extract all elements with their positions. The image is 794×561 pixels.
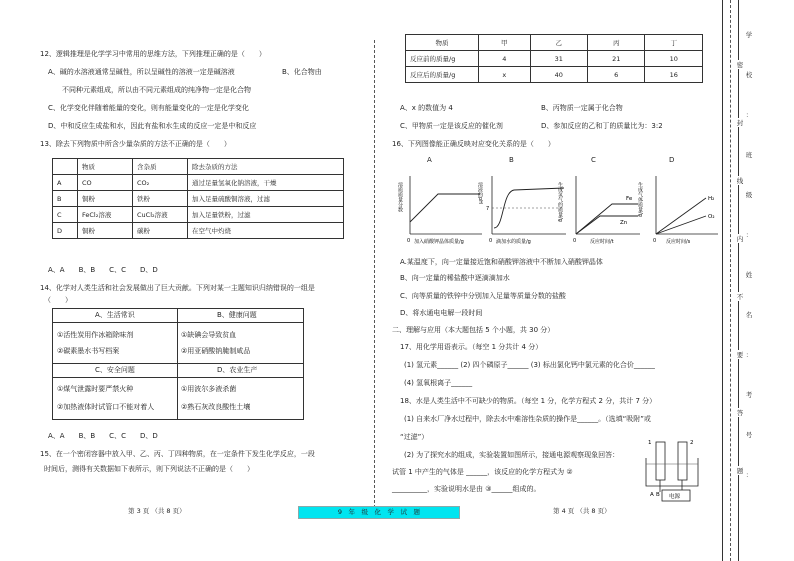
- table-cell: 通过足量氢氧化钠溶液，干燥: [188, 175, 344, 191]
- student-info-char: 号: [745, 431, 753, 439]
- student-info-char: 考: [745, 391, 753, 399]
- table-cell: 40: [530, 67, 587, 83]
- q13-table: [52, 158, 344, 239]
- graph-c-zn-label: Zn: [620, 220, 628, 226]
- box-d-line1: ①用波尔多液杀菌: [181, 385, 237, 393]
- graph-d-origin: 0: [653, 238, 657, 244]
- table-cell: 铜粉: [78, 223, 133, 239]
- student-info-char: 学: [745, 31, 753, 39]
- table-cell: 铁粉: [133, 191, 188, 207]
- q15-line1: 15、在一个密闭容器中放入甲、乙、丙、丁四种物质，在一定条件下发生化学反应，一段: [40, 450, 315, 458]
- page-fold-line: [374, 40, 375, 513]
- table-cell: CO: [78, 175, 133, 191]
- q16-option-b: B、向一定量的稀盐酸中逐滴滴加水: [400, 274, 510, 282]
- seal-char: 答: [736, 409, 744, 417]
- student-info-char: 姓: [745, 271, 753, 279]
- table-row: [406, 67, 703, 83]
- box-a-line1: ①活性炭用作冰箱除味剂: [57, 331, 134, 339]
- box-d-title: D、农业生产: [217, 366, 258, 374]
- q15-option-c: C、甲物质一定是该反应的催化剂: [400, 122, 503, 130]
- graph-a-curve: [410, 194, 480, 222]
- table-cell: 除去杂质的方法: [188, 159, 344, 175]
- box-b-title: B、健康问题: [217, 311, 257, 319]
- q15-option-d: D、参加反应的乙和丁的质量比为：3:2: [541, 122, 663, 130]
- seal-char: 题: [736, 467, 744, 475]
- table-cell: CO₂: [133, 175, 188, 191]
- table-cell: CuCl₂溶液: [133, 207, 188, 223]
- seal-char: 密: [736, 61, 744, 69]
- q14-options: A、A B、B C、C D、D: [48, 432, 158, 440]
- table-row: [406, 51, 703, 67]
- q15-line2: 时间后，测得有关数据如下表所示，则下列说法不正确的是（ ）: [44, 465, 254, 473]
- tube-1-label: 1: [648, 440, 652, 446]
- table-cell: 21: [588, 51, 645, 67]
- table-cell: 16: [645, 67, 703, 83]
- electrode-a-label: A: [650, 492, 654, 498]
- box-d-line2: ②熟石灰改良酸性土壤: [181, 403, 251, 411]
- table-cell: 6: [588, 67, 645, 83]
- graph-a: [398, 170, 486, 250]
- box-b-line2: ②用亚硝酸钠腌制咸品: [181, 347, 251, 355]
- table-cell: 碳粉: [133, 223, 188, 239]
- graph-b-xlabel: 滴加水的质量/g: [496, 239, 531, 245]
- graph-c: [557, 170, 644, 250]
- graph-c-fe-line: [576, 204, 638, 234]
- box-a-title: A、生活常识: [95, 311, 135, 319]
- table-cell: 含杂质: [133, 159, 188, 175]
- seal-line: [730, 0, 731, 561]
- box-c-title: C、安全问题: [95, 366, 135, 374]
- table-cell: 丁: [645, 35, 703, 51]
- footer-page-right: 第 4 页 （共 8 页）: [553, 507, 611, 515]
- graph-c-xlabel: 反应时间/t: [590, 239, 614, 245]
- seal-char: 封: [736, 119, 744, 127]
- footer-page-left: 第 3 页 （共 8 页）: [128, 507, 186, 515]
- q12-option-b: B、化合物由: [282, 68, 322, 76]
- graph-d-xlabel: 反应时间/s: [666, 239, 691, 245]
- box-b-line1: ①缺碘会导致贫血: [181, 331, 237, 339]
- q17-line2: (4) 氢氧根离子______: [404, 379, 473, 387]
- graph-a-ylabel: 溶质质量分数: [397, 182, 403, 212]
- student-info-char: ：: [745, 351, 753, 359]
- grid-divider: [53, 322, 303, 323]
- seal-char: 内: [736, 235, 744, 243]
- q15-data-table: [405, 34, 703, 83]
- table-row: [53, 191, 344, 207]
- test-tube-2: [678, 442, 687, 480]
- q13-stem: 13、除去下列物质中所含少量杂质的方法不正确的是（ ）: [40, 140, 231, 148]
- seal-char: 线: [736, 177, 744, 185]
- q17-line1: (1) 氢元素______ (2) 四个磷原子______ (3) 标出氯化钙中氯元素的化合价______: [404, 361, 655, 369]
- graph-d-label: D: [669, 156, 675, 164]
- table-cell: B: [53, 191, 78, 207]
- section-2-title: 二、理解与应用（本大题包括 5 个小题，共 30 分）: [392, 326, 555, 334]
- table-row: [53, 207, 344, 223]
- graph-d: [637, 170, 722, 250]
- table-cell: 4: [479, 51, 531, 67]
- graph-c-origin: 0: [573, 238, 577, 244]
- table-cell: 铜粉: [78, 191, 133, 207]
- q18-line2: “过滤”）: [400, 433, 429, 441]
- q18-line5: __________，实验说明水是由 ③______组成的。: [392, 485, 541, 493]
- q14-paren: （ ）: [44, 296, 72, 304]
- grid-divider: [53, 363, 303, 364]
- graph-a-label: A: [427, 156, 432, 164]
- q16-stem: 16、下列图像能正确反映对应变化关系的是（ ）: [392, 140, 555, 148]
- student-info-char: ：: [745, 111, 753, 119]
- table-cell: 物质: [406, 35, 479, 51]
- tube-2-label: 2: [690, 440, 694, 446]
- student-info-char: 班: [745, 151, 753, 159]
- q18-line4: 试管 1 中产生的气体是 ______，该反应的化学方程式为 ②: [392, 468, 573, 476]
- q18-line3: (2) 为了探究水的组成，实验装置如图所示，接通电源观察现象回答：: [404, 451, 620, 459]
- graph-b-ylabel: 溶液的pH: [477, 182, 483, 204]
- q12-option-d: D、中和反应生成盐和水，因此有盐和水生成的反应一定是中和反应: [48, 122, 257, 130]
- box-c-line2: ②加热液体时试管口不能对着人: [57, 403, 155, 411]
- student-info-char: ：: [745, 231, 753, 239]
- q15-option-a: A、x 的数值为 4: [400, 104, 453, 112]
- q12-stem: 12、逻辑推理是化学学习中常用的思维方法，下列推理正确的是（ ）: [40, 50, 266, 58]
- box-a-line2: ②碳素墨水书写档案: [57, 347, 120, 355]
- graph-b-ph7-mark: 7: [486, 206, 490, 212]
- table-cell: A: [53, 175, 78, 191]
- q14-stem: 14、化学对人类生活和社会发展做出了巨大贡献。下列对某一主题知识归纳错误的一组是: [40, 284, 315, 292]
- table-row: [406, 35, 703, 51]
- q17-stem: 17、用化学用语表示。（每空 1 分共计 4 分）: [400, 343, 543, 351]
- table-cell: 10: [645, 51, 703, 67]
- graph-c-zn-line: [576, 216, 638, 234]
- graph-a-xlabel: 加入硝酸钾晶体质量/g: [414, 239, 464, 245]
- q13-options: A、A B、B C、C D、D: [48, 266, 158, 274]
- binding-border: [722, 0, 723, 561]
- graph-b-label: B: [509, 156, 514, 164]
- table-cell: x: [479, 67, 531, 83]
- q12-option-a: A、碱的水溶液通常呈碱性，所以呈碱性的溶液一定是碱溶液: [48, 68, 235, 76]
- student-info-char: 名: [745, 311, 753, 319]
- footer-title: 9 年 级 化 学 试 题: [298, 506, 460, 519]
- graph-b-origin: 0: [489, 238, 493, 244]
- table-cell: C: [53, 207, 78, 223]
- q15-option-b: B、丙物质一定属于化合物: [541, 104, 623, 112]
- table-cell: 丙: [588, 35, 645, 51]
- table-row: [53, 175, 344, 191]
- electrode-b-label: B: [656, 492, 660, 498]
- binding-border: [738, 0, 739, 561]
- table-cell: FeCl₂溶液: [78, 207, 133, 223]
- graph-d-ylabel: 生成气体质量/g: [637, 182, 643, 217]
- grid-divider: [53, 377, 303, 378]
- table-cell: 甲: [479, 35, 531, 51]
- table-cell: 加入足量硫酸铜溶液，过滤: [188, 191, 344, 207]
- table-cell: 乙: [530, 35, 587, 51]
- box-c-line1: ①煤气泄露时要严禁火种: [57, 385, 134, 393]
- power-label: 电源: [669, 494, 681, 500]
- q16-option-c: C、向等质量的铁锌中分别加入足量等质量分数的盐酸: [400, 292, 566, 300]
- q16-option-d: D、将水通电电解一段时间: [400, 309, 483, 317]
- table-row: [53, 159, 344, 175]
- graph-d-h2-line: [656, 198, 706, 234]
- table-cell: 物质: [78, 159, 133, 175]
- q16-option-a: A.某温度下，向一定量接近饱和硝酸钾溶液中不断加入硝酸钾晶体: [400, 258, 603, 266]
- table-cell: 31: [530, 51, 587, 67]
- q18-line1: (1) 自来水厂净水过程中，除去水中难溶性杂质的操作是______。（选填“吸附”或: [404, 415, 651, 423]
- graph-d-h2-label: H₂: [708, 196, 715, 202]
- table-cell: [53, 159, 78, 175]
- table-cell: 反应后的质量/g: [406, 67, 479, 83]
- graph-c-fe-label: Fe: [626, 196, 633, 202]
- table-cell: 加入足量铁粉，过滤: [188, 207, 344, 223]
- test-tube-1: [656, 442, 665, 480]
- student-info-char: ：: [745, 471, 753, 479]
- graph-a-origin: 0: [407, 238, 411, 244]
- seal-char: 要: [736, 351, 744, 359]
- graph-d-o2-label: O₂: [708, 214, 715, 220]
- water-trough: [646, 458, 698, 486]
- graph-c-ylabel: 生成氢气的质量/g: [557, 182, 563, 222]
- table-cell: 在空气中灼烧: [188, 223, 344, 239]
- student-info-char: 级: [745, 191, 753, 199]
- q12-option-c: C、化学变化伴随着能量的变化，则有能量变化的一定是化学变化: [48, 104, 249, 112]
- graph-c-label: C: [591, 156, 596, 164]
- q12-option-b-cont: 不同种元素组成，所以由不同元素组成的纯净物一定是化合物: [62, 86, 251, 94]
- graph-d-o2-line: [656, 216, 706, 234]
- q18-stem: 18、水是人类生活中不可缺少的物质。（每空 1 分，化学方程式 2 分，共计 7 分）: [400, 397, 657, 405]
- table-cell: 反应前的质量/g: [406, 51, 479, 67]
- table-cell: D: [53, 223, 78, 239]
- table-row: [53, 223, 344, 239]
- electrolysis-apparatus: [640, 436, 712, 506]
- grid-divider: [177, 309, 178, 419]
- seal-char: 不: [736, 293, 744, 301]
- student-info-char: 校: [745, 71, 753, 79]
- q14-grid: [52, 308, 304, 420]
